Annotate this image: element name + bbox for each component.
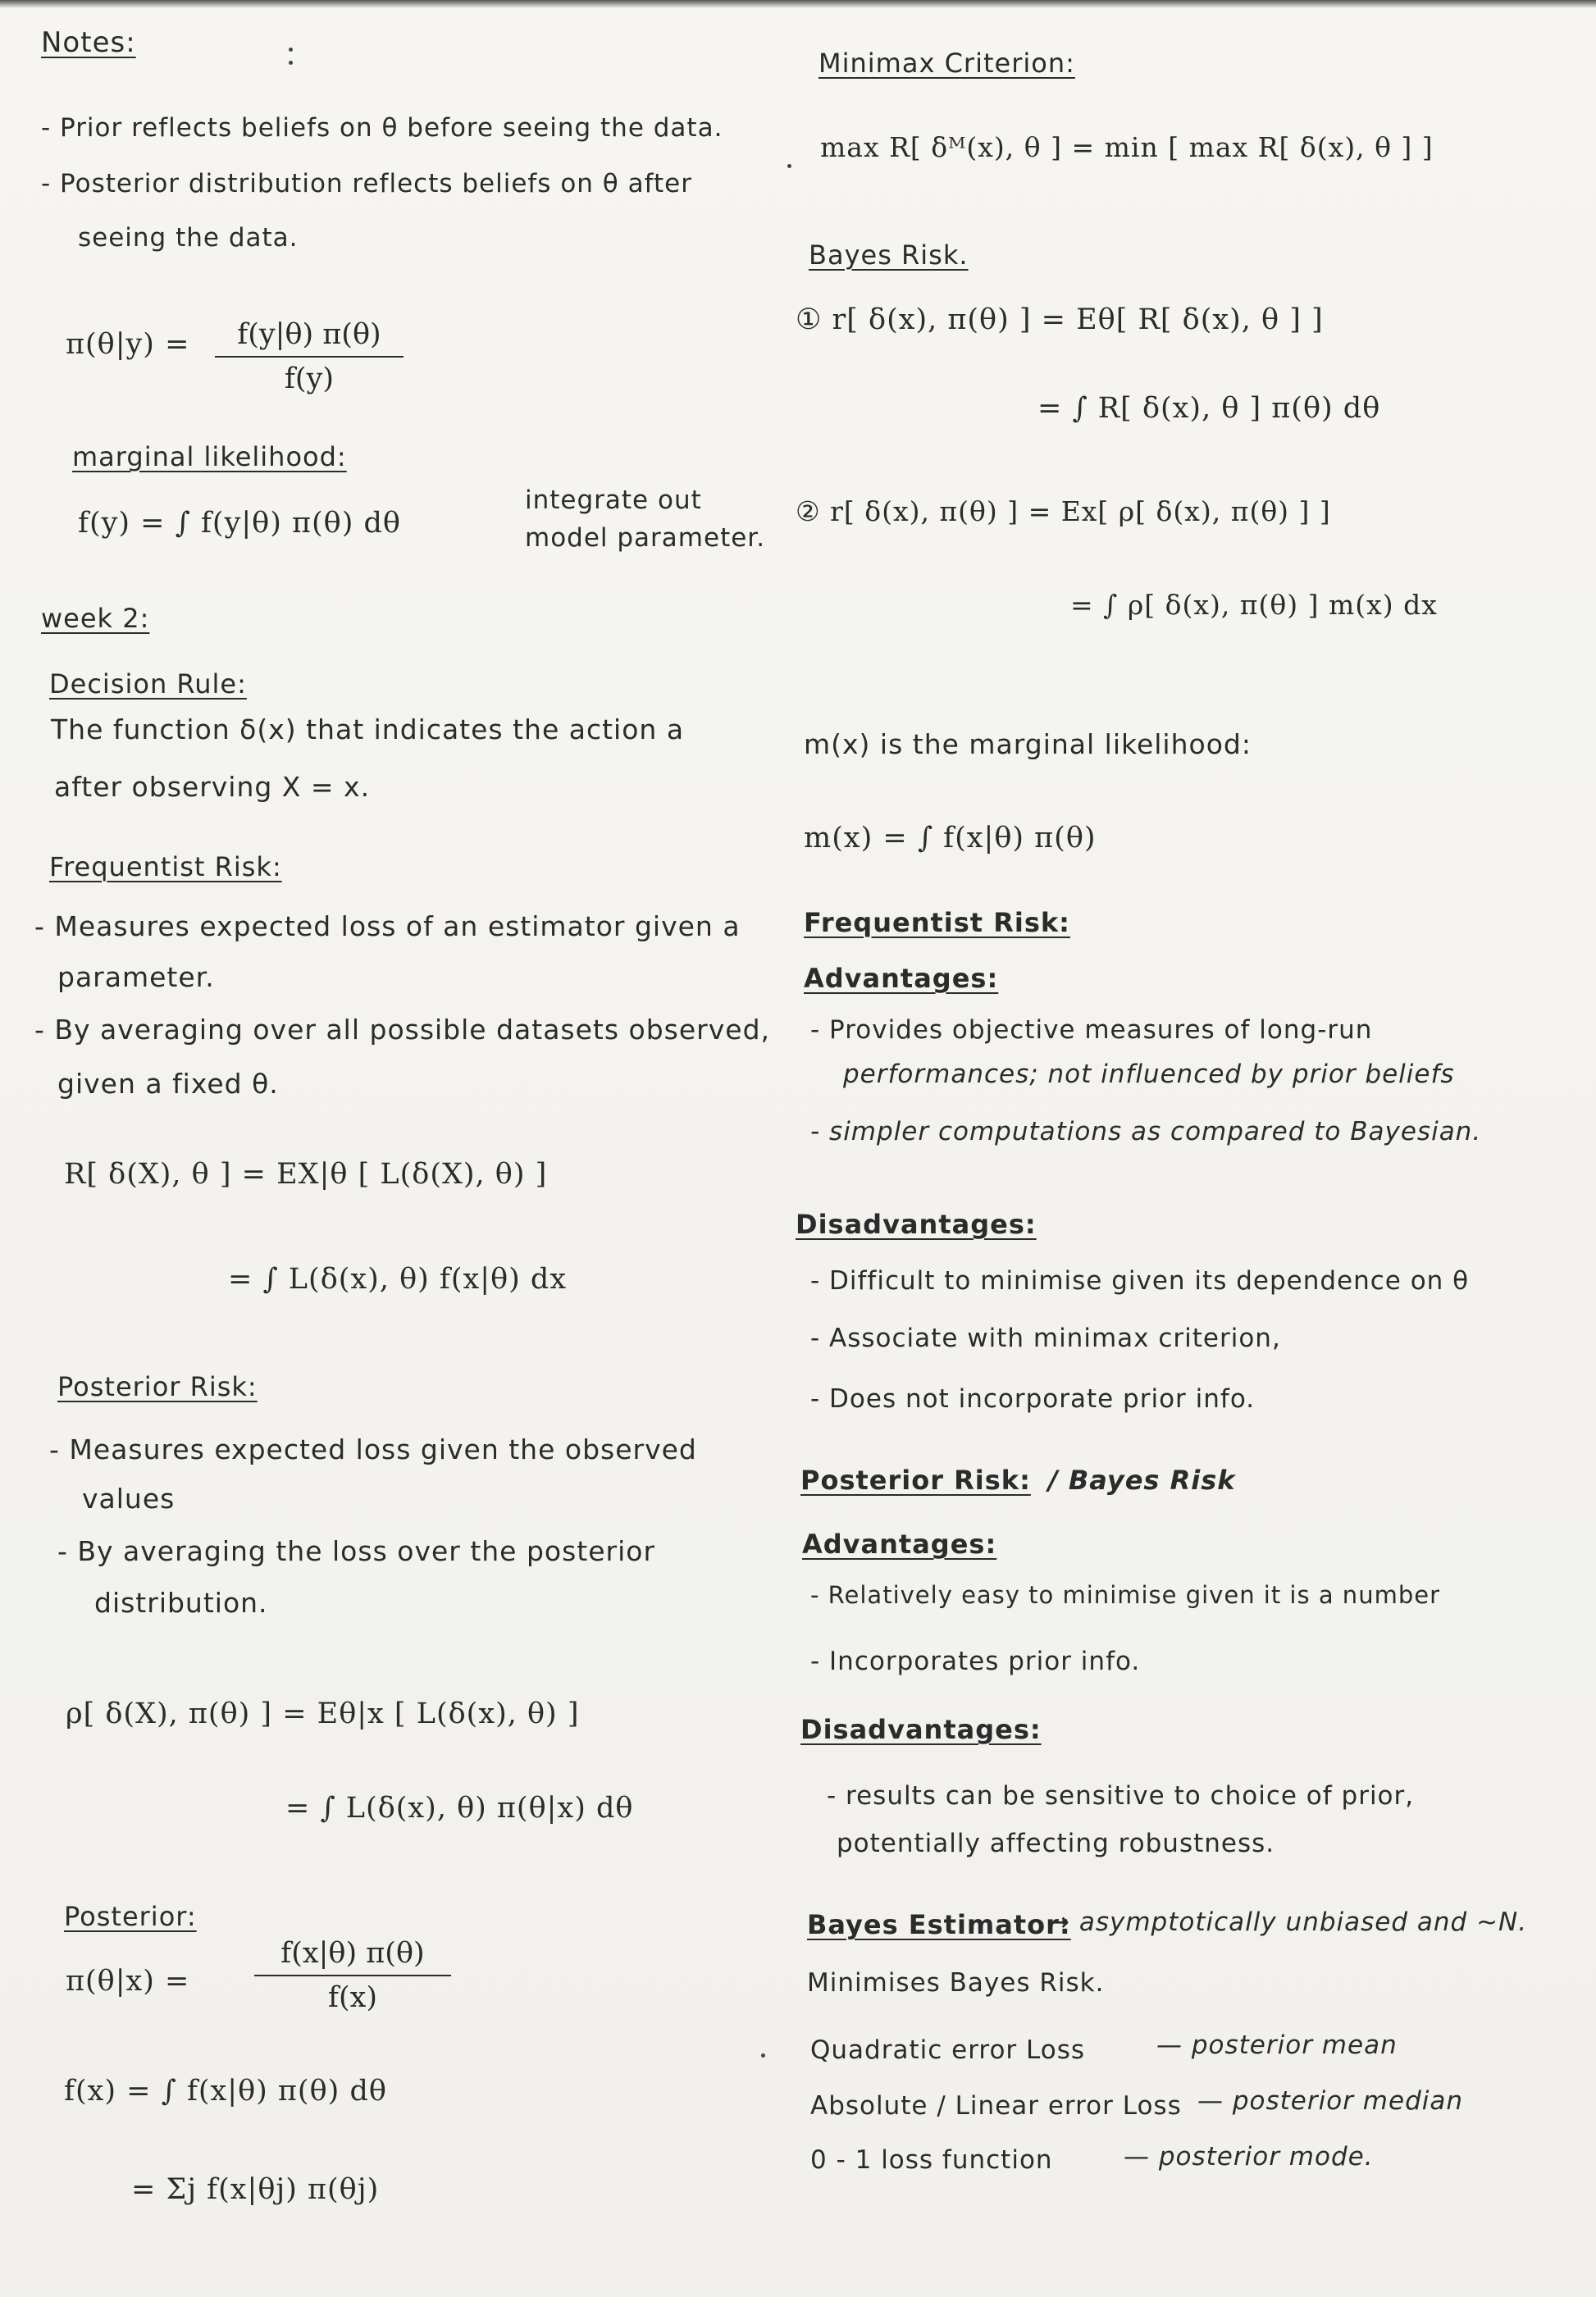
- stray-mark: [761, 2053, 765, 2058]
- loss-row-3-loss: 0 - 1 loss function: [810, 2145, 1053, 2175]
- mx-text: m(x) is the marginal likelihood:: [804, 728, 1252, 760]
- post-risk-title: Posterior Risk:: [57, 1371, 258, 1402]
- freq-disadvantage-3: - Does not incorporate prior info.: [810, 1384, 1256, 1414]
- post-risk-equation-2: = ∫ L(δ(x), θ) π(θ|x) dθ: [285, 1792, 634, 1825]
- minimax-equation: max R[ δᴹ(x), θ ] = min [ max R[ δ(x), θ ] ]: [820, 131, 1434, 163]
- posterior-numerator: f(x|θ) π(θ): [280, 1937, 425, 1970]
- marginal-equation: f(y) = ∫ f(y|θ) π(θ) dθ: [78, 507, 401, 540]
- notes-line-1: - Prior reflects beliefs on θ before seeing the data.: [41, 113, 723, 143]
- freq-advantage-2: performances; not influenced by prior beliefs: [843, 1060, 1455, 1089]
- post-disadvantage-1: - results can be sensitive to choice of prior,: [827, 1781, 1415, 1811]
- freq-equation-1: R[ δ(X), θ ] = EX|θ [ L(δ(X), θ) ]: [64, 1158, 548, 1191]
- notes-line-3: seeing the data.: [78, 223, 299, 253]
- week-title: week 2:: [41, 603, 150, 634]
- post-risk-point-3: - By averaging the loss over the posterior: [57, 1535, 656, 1567]
- bayes-fraction: [215, 318, 404, 395]
- marginal-note-2: model parameter.: [525, 523, 766, 553]
- bayes-risk-eq-2: = ∫ R[ δ(x), θ ] π(θ) dθ: [1037, 392, 1381, 425]
- posterior-denominator: f(x): [327, 1981, 377, 2014]
- freq-advantage-3: - simpler computations as compared to Bayesian.: [810, 1117, 1482, 1146]
- freq-point-2: parameter.: [57, 961, 215, 993]
- stray-mark: [289, 48, 293, 52]
- notes-title: Notes:: [41, 26, 136, 59]
- loss-row-1-loss: Quadratic error Loss: [810, 2035, 1086, 2065]
- left-column: [0, 0, 787, 2297]
- fx-equation-2: = Σj f(x|θj) π(θj): [131, 2173, 380, 2206]
- post-risk-point-2: values: [82, 1483, 176, 1515]
- freq-point-3: - By averaging over all possible datasets observed,: [34, 1014, 771, 1046]
- freq-title: Frequentist Risk:: [49, 851, 282, 882]
- bayes-denominator: f(y): [284, 362, 335, 395]
- freq-advantage-1: - Provides objective measures of long-run: [810, 1015, 1373, 1045]
- posterior-lhs: π(θ|x) =: [66, 1965, 190, 1998]
- fraction-bar: [254, 1975, 451, 1976]
- freq-risk-title: Frequentist Risk:: [804, 907, 1070, 938]
- post-advantage-1: - Relatively easy to minimise given it is a number: [810, 1581, 1440, 1609]
- post-risk-equation-1: ρ[ δ(X), π(θ) ] = Eθ|x [ L(δ(x), θ) ]: [66, 1698, 580, 1730]
- bayes-risk-eq-4: = ∫ ρ[ δ(x), π(θ) ] m(x) dx: [1070, 589, 1438, 621]
- freq-disadvantages-title: Disadvantages:: [796, 1209, 1037, 1240]
- freq-disadvantage-2: - Associate with minimax criterion,: [810, 1324, 1281, 1353]
- freq-point-4: given a fixed θ.: [57, 1068, 279, 1100]
- post-risk-point-4: distribution.: [94, 1587, 268, 1619]
- freq-equation-2: = ∫ L(δ(x), θ) f(x|θ) dx: [228, 1263, 568, 1296]
- minimax-title: Minimax Criterion:: [819, 48, 1075, 79]
- loss-row-1-estimate: — posterior mean: [1156, 2030, 1398, 2060]
- marginal-note-1: integrate out: [525, 485, 702, 515]
- bayes-risk-eq-1: ① r[ δ(x), π(θ) ] = Eθ[ R[ δ(x), θ ] ]: [796, 303, 1324, 336]
- bayes-lhs: π(θ|y) =: [66, 328, 190, 361]
- post-risk-title-right: Posterior Risk:: [800, 1465, 1031, 1496]
- loss-row-2-loss: Absolute / Linear error Loss: [810, 2091, 1182, 2121]
- stray-mark: [787, 164, 791, 168]
- freq-point-1: - Measures expected loss of an estimator given a: [34, 910, 741, 942]
- loss-row-2-estimate: — posterior median: [1197, 2086, 1464, 2116]
- posterior-fraction: [254, 1937, 451, 2014]
- post-risk-point-1: - Measures expected loss given the observed: [49, 1433, 697, 1465]
- decision-line-2: after observing X = x.: [54, 771, 371, 803]
- posterior-title: Posterior:: [64, 1901, 197, 1932]
- bayes-estimator-text: → asymptotically unbiased and ∼N.: [1048, 1907, 1528, 1937]
- stray-mark: [289, 61, 293, 65]
- bayes-numerator: f(y|θ) π(θ): [237, 318, 381, 351]
- notes-line-2: - Posterior distribution reflects beliefs on θ after: [41, 169, 692, 198]
- post-risk-title-suffix: / Bayes Risk: [1048, 1465, 1236, 1496]
- post-disadvantages-title: Disadvantages:: [800, 1714, 1042, 1745]
- bayes-risk-title: Bayes Risk.: [809, 239, 969, 271]
- right-column: [787, 0, 1596, 2297]
- marginal-title: marginal likelihood:: [72, 441, 347, 472]
- fx-equation-1: f(x) = ∫ f(x|θ) π(θ) dθ: [64, 2075, 387, 2108]
- mx-equation: m(x) = ∫ f(x|θ) π(θ): [804, 822, 1097, 855]
- decision-line-1: The function δ(x) that indicates the action a: [51, 713, 685, 745]
- bayes-estimator-title: Bayes Estimator:: [807, 1909, 1071, 1940]
- bayes-estimator-text-2: Minimises Bayes Risk.: [807, 1968, 1105, 1998]
- fraction-bar: [215, 356, 404, 358]
- loss-row-3-estimate: — posterior mode.: [1124, 2142, 1374, 2172]
- freq-advantages-title: Advantages:: [804, 963, 999, 994]
- post-disadvantage-2: potentially affecting robustness.: [837, 1829, 1275, 1858]
- bayes-risk-eq-3: ② r[ δ(x), π(θ) ] = Ex[ ρ[ δ(x), π(θ) ] ]: [796, 495, 1331, 527]
- post-advantage-2: - Incorporates prior info.: [810, 1647, 1141, 1676]
- post-advantages-title: Advantages:: [802, 1529, 997, 1560]
- decision-title: Decision Rule:: [49, 668, 247, 700]
- freq-disadvantage-1: - Difficult to minimise given its dependence on θ: [810, 1266, 1470, 1296]
